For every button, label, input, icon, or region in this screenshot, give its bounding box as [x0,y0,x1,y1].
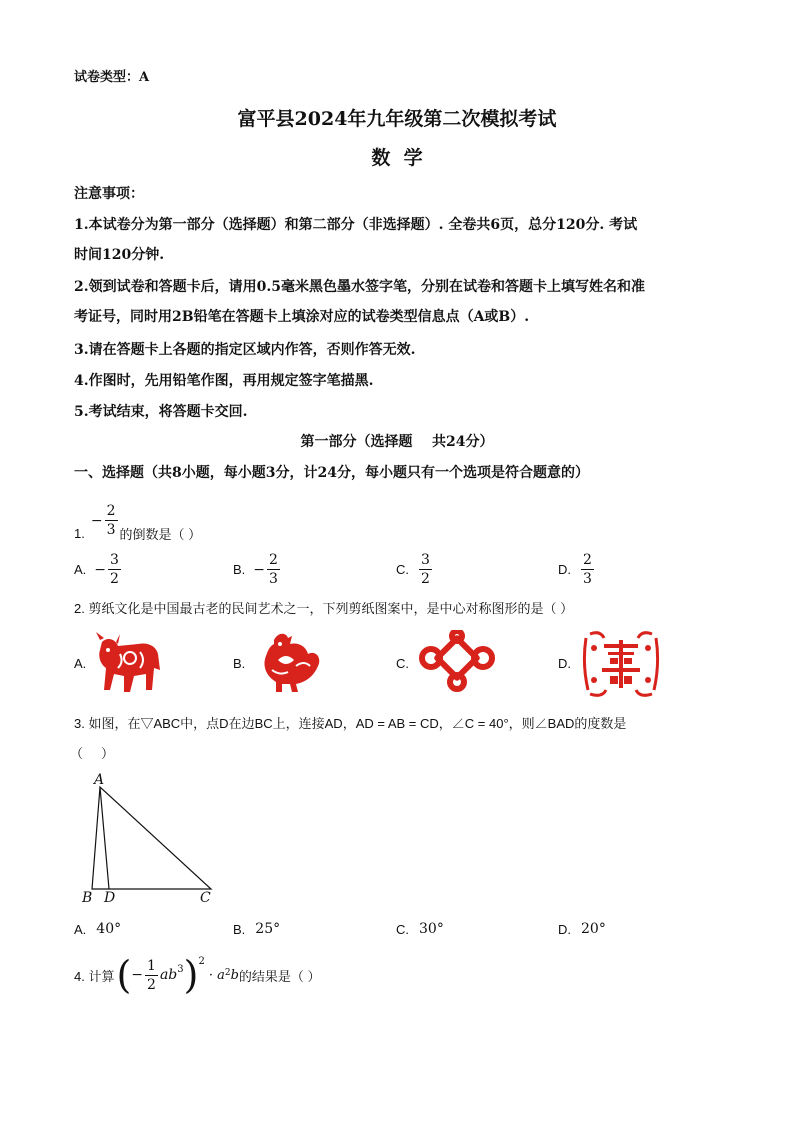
q1-text: 的倒数是（ ） [119,527,202,542]
note-line-3: 2.领到试卷和答题卡后，请用0.5毫米黑色墨水签字笔，分别在试卷和答题卡上填写姓名和准 [74,279,645,295]
q2-option-a-label[interactable]: A. [74,656,87,671]
chinese-knot-papercut-icon [417,630,497,696]
question-4 [74,953,321,997]
q1-option-a-sign: − [94,561,107,578]
q4-frac-den: 2 [147,976,156,993]
q1-option-c[interactable] [396,553,434,586]
q4-suffix: 的结果是（ ） [238,968,321,984]
double-happiness-papercut-icon [580,628,662,700]
question-2: 2. 剪纸文化是中国最古老的民间艺术之一，下列剪纸图案中，是中心对称图形的是（ ） [74,601,574,616]
q3-paren: （ ） [70,746,115,761]
q2-option-c-label[interactable]: C. [396,656,409,671]
q2-option-b-label[interactable]: B. [233,656,246,671]
ox-papercut-icon [94,630,164,696]
rooster-papercut-icon [256,630,326,696]
q3-option-c-label: C. [396,921,409,937]
q4-fraction [145,959,158,992]
q3-triangle-figure [76,770,226,910]
q1-option-b-frac [267,553,280,586]
q3-option-a-value: 40° [96,921,122,937]
q1-option-c-frac [419,553,432,586]
q3-option-b-value: 25° [255,921,281,937]
q1-option-a-frac [108,553,121,586]
q1-option-d[interactable] [558,553,596,586]
q3-option-b-label: B. [233,921,246,937]
subject-title: 数 学 [371,147,423,169]
q3-option-a[interactable] [74,921,121,937]
q1-option-d-num: 2 [583,552,592,568]
q1-option-d-frac [581,553,594,586]
notes-heading: 注意事项： [74,186,144,202]
q1-option-d-label: D. [558,562,571,577]
q3-label-c: C [200,890,211,906]
q1-option-a-den: 2 [110,571,119,587]
q4-outer-exp: 2 [198,956,205,967]
q1-frac-num: 2 [106,503,116,519]
q4-tail-exp: 2 [224,968,231,978]
q1-option-b-den: 3 [269,571,278,587]
question-3: 3. 如图，在▽ABC中，点D在边BC上，连接AD，AD = AB = CD，∠C = 40°，则∠BAD的度数是 [74,716,627,731]
q1-option-c-label: C. [396,562,409,577]
q1-option-b-sign: − [253,561,266,578]
q1-frac-den: 3 [106,522,116,538]
q1-option-c-num: 3 [421,552,430,568]
q1-option-a-num: 3 [110,552,119,568]
q1-option-b-label: B. [233,562,246,577]
q4-base: ab [159,967,178,983]
section-title: 一、选择题（共8小题，每小题3分，计24分，每小题只有一个选项是符合题意的） [74,465,589,481]
q4-tail-b: b [230,967,239,983]
note-line-1: 1.本试卷分为第一部分（选择题）和第二部分（非选择题）. 全卷共6页，总分120分. 考试 [74,217,638,233]
q4-tail: · a [208,967,225,983]
q4-frac-num: 1 [147,957,156,974]
note-line-5: 3.请在答题卡上各题的指定区域内作答，否则作答无效. [74,342,416,358]
question-1 [74,498,201,543]
q4-left-paren: ( [116,953,132,997]
note-line-7: 5.考试结束，将答题卡交回. [74,404,248,420]
q1-option-a[interactable] [74,553,123,586]
q1-sign: − [90,512,103,529]
q3-option-d-value: 20° [581,921,606,937]
q1-option-b[interactable] [233,553,282,586]
q1-option-c-den: 2 [421,571,430,587]
q1-option-d-den: 3 [583,571,592,587]
q3-label-b: B [82,890,93,906]
q3-option-c-value: 30° [419,921,444,937]
q3-option-b[interactable] [233,921,280,937]
q3-option-c[interactable] [396,921,444,937]
q2-option-d-label[interactable]: D. [558,656,571,671]
q3-label-a: A [94,772,105,788]
q1-option-b-num: 2 [269,552,278,568]
q4-prefix: 4. 计算 [74,968,115,984]
q3-option-a-label: A. [74,921,87,937]
part1-title: 第一部分（选择题 共24分） [300,434,494,450]
q1-number: 1. [74,526,85,541]
note-line-2: 时间120分钟. [74,247,165,263]
note-line-6: 4.作图时，先用铅笔作图，再用规定签字笔描黑. [74,373,374,389]
q4-inner-exp: 3 [177,964,184,975]
note-line-4: 考证号，同时用2B铅笔在答题卡上填涂对应的试卷类型信息点（A或B）. [74,309,530,325]
q3-label-d: D [104,890,116,906]
page-title: 富平县2024年九年级第二次模拟考试 [237,108,557,130]
q1-option-a-label: A. [74,562,87,577]
q4-sign: − [131,967,144,983]
q1-fraction [105,504,118,537]
paper-type: 试卷类型：A [74,70,150,85]
q3-option-d[interactable] [558,921,606,937]
q3-option-d-label: D. [558,921,571,937]
q4-right-paren: ) [183,953,199,997]
